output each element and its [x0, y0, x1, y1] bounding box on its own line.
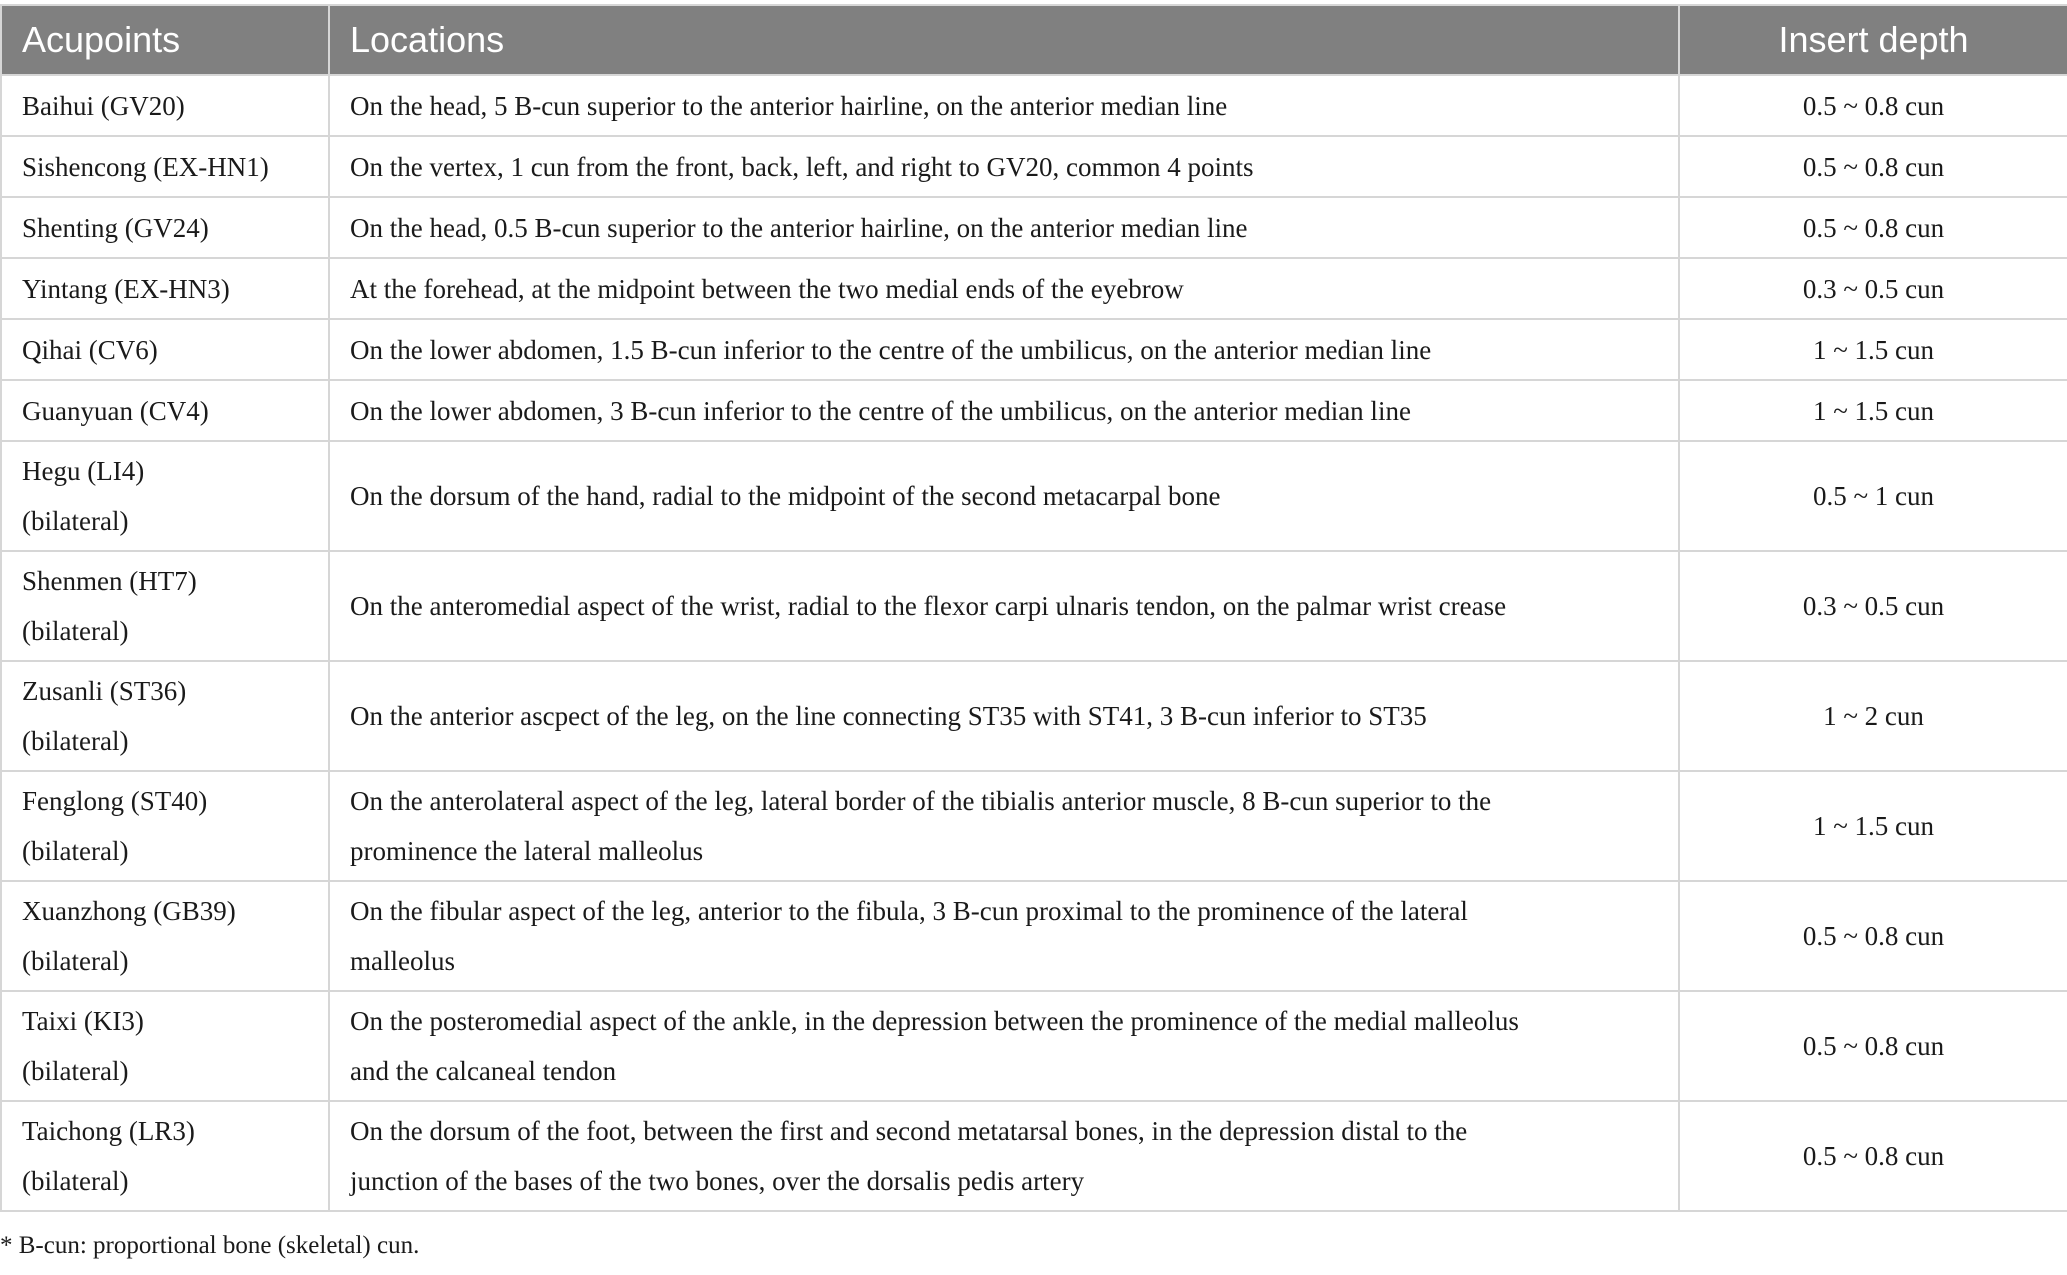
- location-cell: On the lower abdomen, 3 B-cun inferior to the centre of the umbilicus, on the anterior median line: [329, 380, 1679, 441]
- depth-cell: 0.3 ~ 0.5 cun: [1679, 551, 2067, 661]
- table-row: [1, 1101, 2067, 1211]
- acupoint-note: (bilateral): [22, 1056, 129, 1086]
- header-insert-depth: Insert depth: [1679, 5, 2067, 75]
- depth-cell: 1 ~ 2 cun: [1679, 661, 2067, 771]
- location-cell: At the forehead, at the midpoint between the two medial ends of the eyebrow: [329, 258, 1679, 319]
- location-cell: On the anterior ascpect of the leg, on the line connecting ST35 with ST41, 3 B-cun inferior to ST35: [329, 661, 1679, 771]
- acupoint-name: Zusanli (ST36): [22, 676, 187, 706]
- location-line: On the fibular aspect of the leg, anterior to the fibula, 3 B-cun proximal to the prominence of the lateral: [350, 896, 1468, 926]
- acupoint-name: Hegu (LI4): [22, 456, 145, 486]
- table-row: [1, 258, 2067, 319]
- header-locations: Locations: [329, 5, 1679, 75]
- table-row: [1, 551, 2067, 661]
- acupoint-note: (bilateral): [22, 836, 129, 866]
- acupoint-cell: Guanyuan (CV4): [1, 380, 329, 441]
- location-cell: [329, 1101, 1679, 1211]
- location-line: On the dorsum of the foot, between the first and second metatarsal bones, in the depression distal to the: [350, 1116, 1468, 1146]
- acupoint-name: Taichong (LR3): [22, 1116, 195, 1146]
- acupoint-note: (bilateral): [22, 1166, 129, 1196]
- acupoint-cell: [1, 991, 329, 1101]
- depth-cell: 1 ~ 1.5 cun: [1679, 319, 2067, 380]
- table-row: [1, 991, 2067, 1101]
- acupoint-name: Shenmen (HT7): [22, 566, 197, 596]
- location-cell: [329, 991, 1679, 1101]
- depth-cell: 1 ~ 1.5 cun: [1679, 771, 2067, 881]
- location-cell: On the vertex, 1 cun from the front, back, left, and right to GV20, common 4 points: [329, 136, 1679, 197]
- location-cell: On the head, 5 B-cun superior to the anterior hairline, on the anterior median line: [329, 75, 1679, 136]
- table-row: [1, 319, 2067, 380]
- depth-cell: 0.5 ~ 0.8 cun: [1679, 991, 2067, 1101]
- acupoint-name: Xuanzhong (GB39): [22, 896, 236, 926]
- acupoint-cell: Sishencong (EX-HN1): [1, 136, 329, 197]
- depth-cell: 0.5 ~ 0.8 cun: [1679, 197, 2067, 258]
- acupoint-cell: [1, 771, 329, 881]
- table-row: [1, 380, 2067, 441]
- depth-cell: 0.5 ~ 0.8 cun: [1679, 1101, 2067, 1211]
- table-row: [1, 881, 2067, 991]
- acupoints-table-container: [0, 4, 2067, 1212]
- acupoint-cell: [1, 1101, 329, 1211]
- location-line: On the posteromedial aspect of the ankle, in the depression between the prominence of the medial malleolus: [350, 1006, 1519, 1036]
- table-header-row: [1, 5, 2067, 75]
- header-acupoints: Acupoints: [1, 5, 329, 75]
- acupoint-cell: [1, 881, 329, 991]
- table-row: [1, 75, 2067, 136]
- acupoint-cell: Baihui (GV20): [1, 75, 329, 136]
- acupoint-cell: Yintang (EX-HN3): [1, 258, 329, 319]
- acupoint-note: (bilateral): [22, 946, 129, 976]
- depth-cell: 0.3 ~ 0.5 cun: [1679, 258, 2067, 319]
- table-row: [1, 197, 2067, 258]
- acupoint-note: (bilateral): [22, 506, 129, 536]
- location-cell: On the lower abdomen, 1.5 B-cun inferior to the centre of the umbilicus, on the anterior median line: [329, 319, 1679, 380]
- location-cell: [329, 881, 1679, 991]
- acupoint-cell: Qihai (CV6): [1, 319, 329, 380]
- location-line: malleolus: [350, 946, 455, 976]
- acupoint-cell: [1, 551, 329, 661]
- acupoint-name: Fenglong (ST40): [22, 786, 208, 816]
- depth-cell: 1 ~ 1.5 cun: [1679, 380, 2067, 441]
- depth-cell: 0.5 ~ 1 cun: [1679, 441, 2067, 551]
- location-line: junction of the bases of the two bones, over the dorsalis pedis artery: [350, 1166, 1085, 1196]
- table-footnote: * B-cun: proportional bone (skeletal) cun.: [0, 1232, 420, 1259]
- depth-cell: 0.5 ~ 0.8 cun: [1679, 881, 2067, 991]
- location-cell: On the dorsum of the hand, radial to the midpoint of the second metacarpal bone: [329, 441, 1679, 551]
- table-row: [1, 771, 2067, 881]
- location-line: prominence the lateral malleolus: [350, 836, 704, 866]
- table-row: [1, 441, 2067, 551]
- acupoint-cell: [1, 441, 329, 551]
- table-row: [1, 661, 2067, 771]
- location-cell: On the anteromedial aspect of the wrist, radial to the flexor carpi ulnaris tendon, on the palmar wrist crease: [329, 551, 1679, 661]
- location-cell: [329, 771, 1679, 881]
- table-row: [1, 136, 2067, 197]
- acupoint-cell: Shenting (GV24): [1, 197, 329, 258]
- depth-cell: 0.5 ~ 0.8 cun: [1679, 136, 2067, 197]
- location-cell: On the head, 0.5 B-cun superior to the anterior hairline, on the anterior median line: [329, 197, 1679, 258]
- acupoint-note: (bilateral): [22, 616, 129, 646]
- location-line: On the anterolateral aspect of the leg, lateral border of the tibialis anterior muscle, 8 B-cun superior to the: [350, 786, 1492, 816]
- acupoint-note: (bilateral): [22, 726, 129, 756]
- location-line: and the calcaneal tendon: [350, 1056, 617, 1086]
- acupoint-name: Taixi (KI3): [22, 1006, 144, 1036]
- depth-cell: 0.5 ~ 0.8 cun: [1679, 75, 2067, 136]
- acupoint-cell: [1, 661, 329, 771]
- acupoints-table: [0, 4, 2067, 1212]
